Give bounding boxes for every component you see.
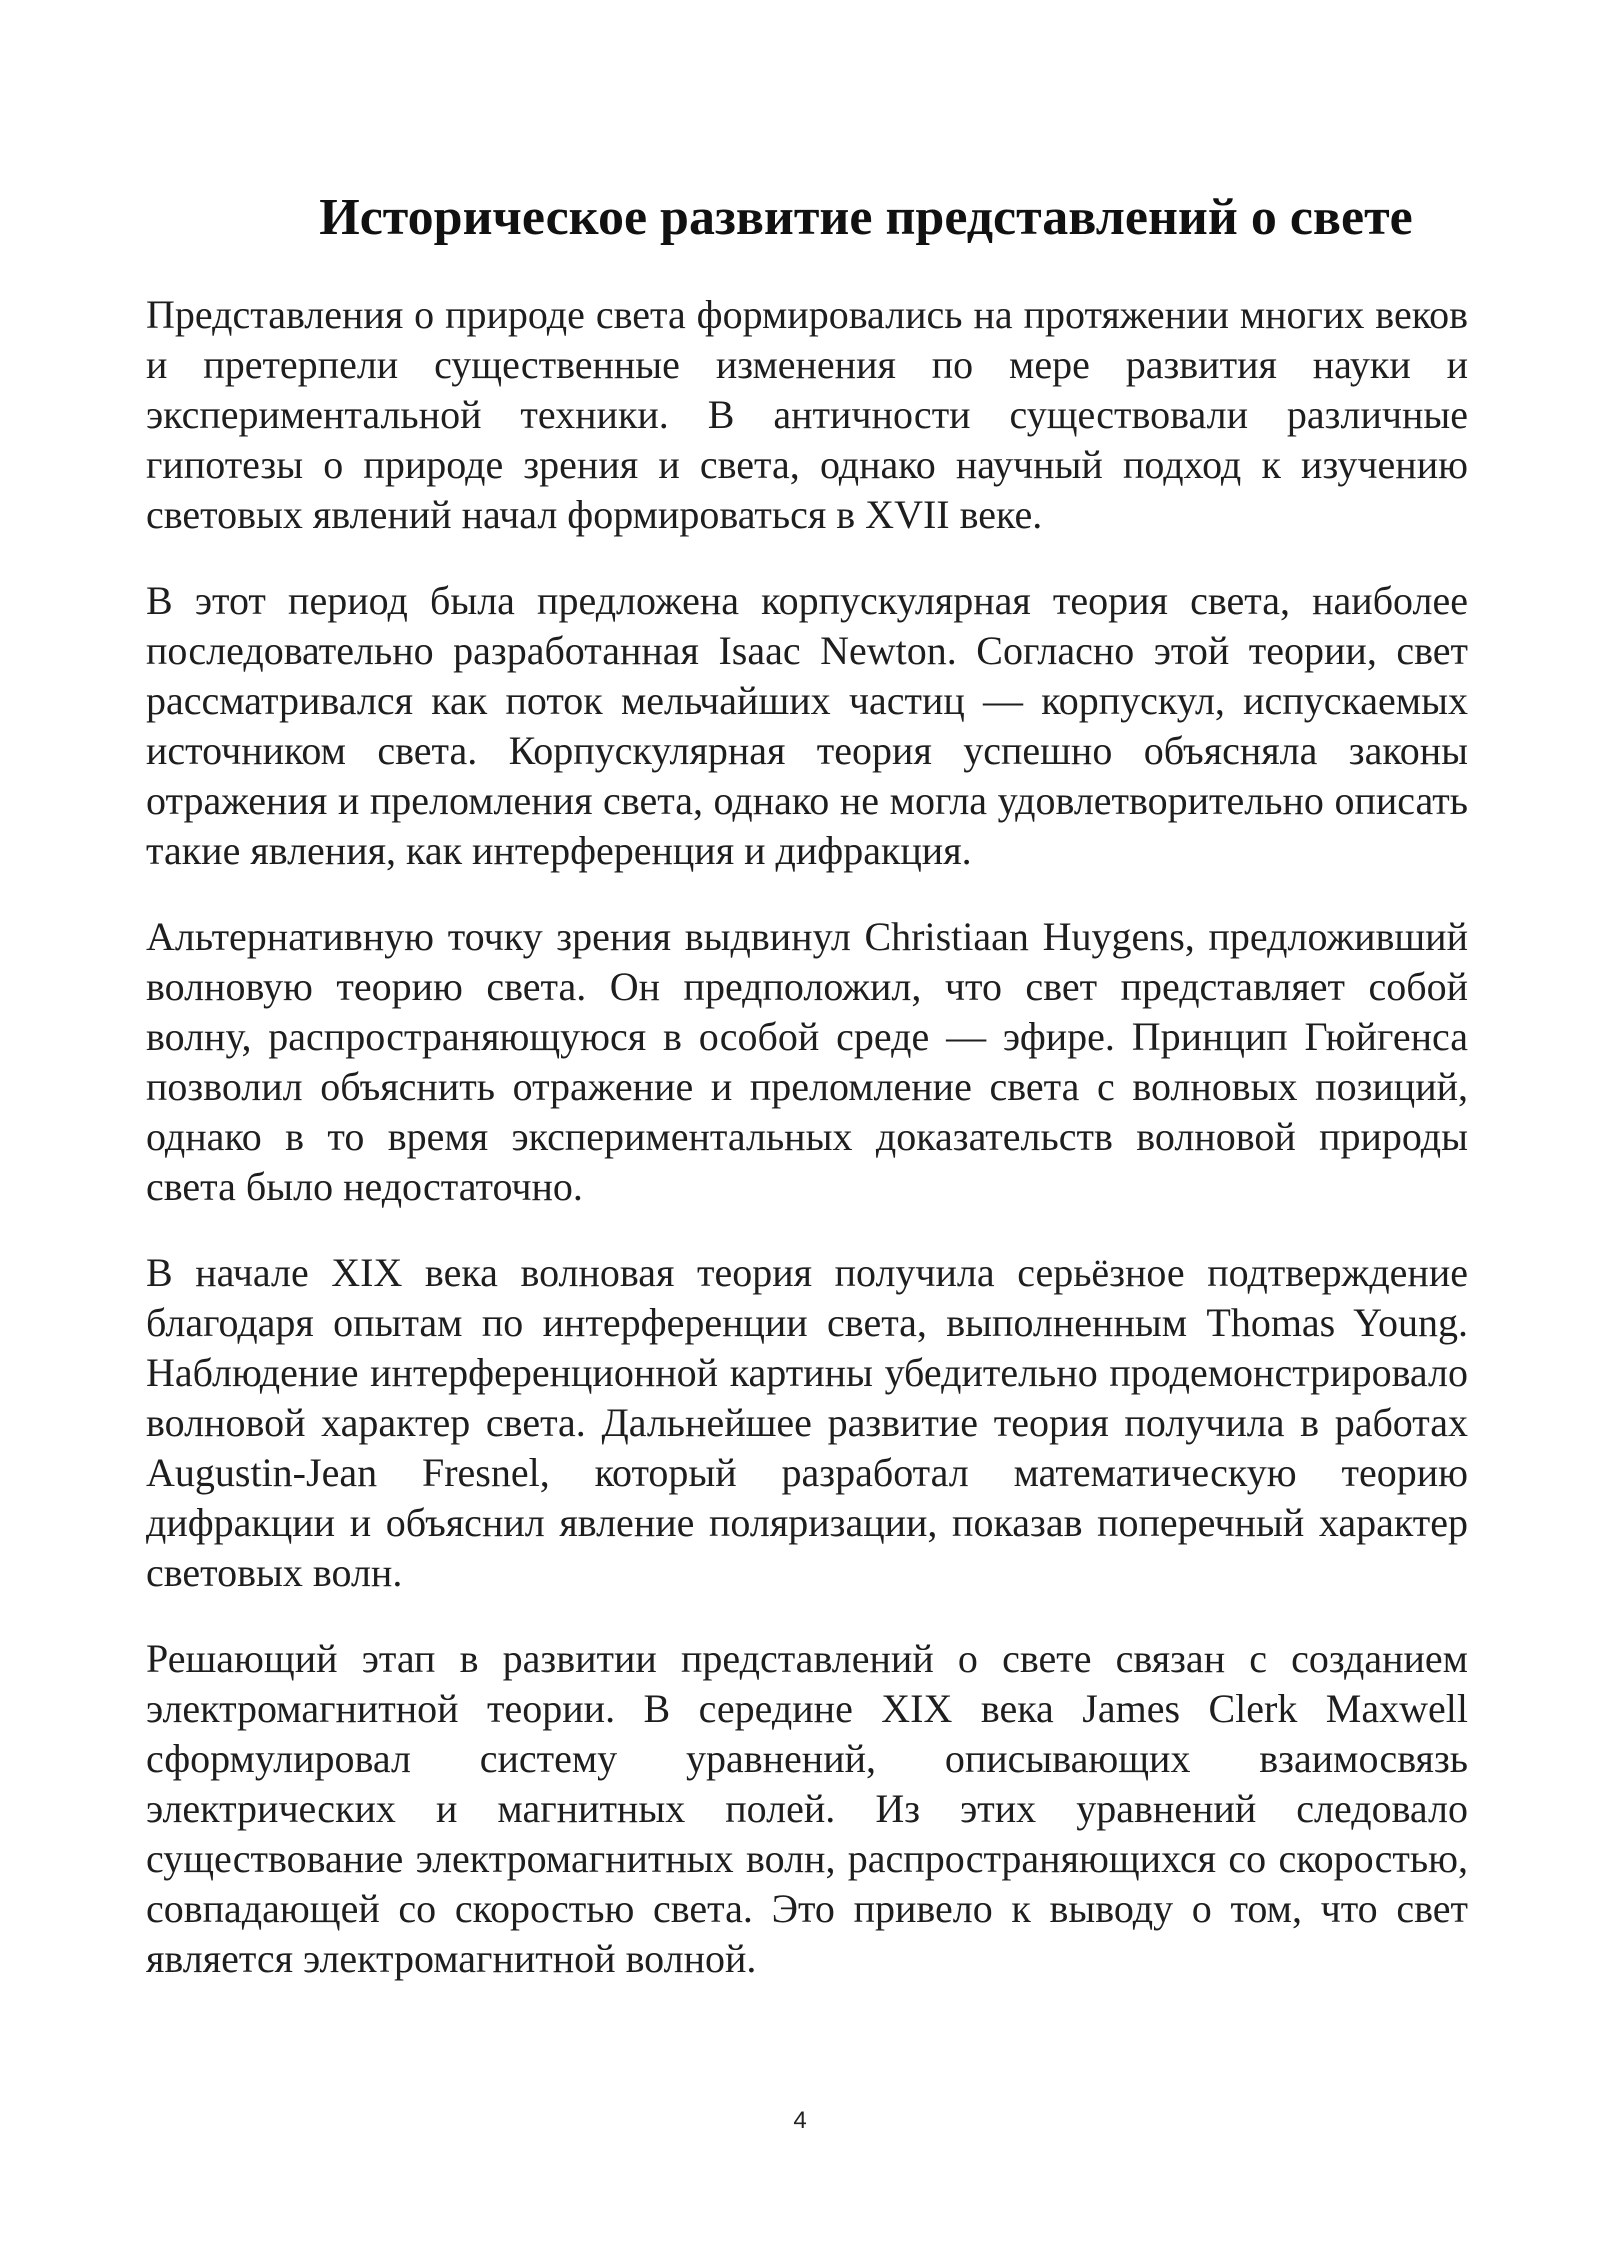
paragraph-2: В этот период была предложена корпускулярная теория света, наиболее последовательно разработанная Isaac Newton. Согласно этой теории, свет рассматривался как поток мельчайших частиц — корпускул, испускаемых источником света. Корпускулярная теория успешно объясняла законы отражения и преломления света, однако не могла удовлетворительно описать такие явления, как интерференция и дифракция. bbox=[146, 578, 1468, 873]
paragraph-3: Альтернативную точку зрения выдвинул Christiaan Huygens, предложивший волновую теорию света. Он предположил, что свет представляет собой волну, распространяющуюся в особой среде — эфире. Принцип Гюйгенса позволил объяснить отражение и преломление света с волновых позиций, однако в то время экспериментальных доказательств волновой природы света было недостаточно. bbox=[146, 914, 1468, 1209]
document-body bbox=[146, 290, 1468, 2020]
page-title: Историческое развитие представлений о свете bbox=[319, 189, 1413, 246]
paragraph-5: Решающий этап в развитии представлений о свете связан с созданием электромагнитной теории. В середине XIX века James Clerk Maxwell сформулировал систему уравнений, описывающих взаимосвязь электрических и магнитных полей. Из этих уравнений следовало существование электромагнитных волн, распространяющихся со скоростью, совпадающей со скоростью света. Это привело к выводу о том, что свет является электромагнитной волной. bbox=[146, 1636, 1468, 1981]
page-number: 4 bbox=[793, 2107, 807, 2134]
paragraph-1: Представления о природе света формировались на протяжении многих веков и претерпели существенные изменения по мере развития науки и экспериментальной техники. В античности существовали различные гипотезы о природе зрения и света, однако научный подход к изучению световых явлений начал формироваться в XVII веке. bbox=[146, 292, 1468, 537]
paragraph-4: В начале XIX века волновая теория получила серьёзное подтверждение благодаря опытам по интерференции света, выполненным Thomas Young. Наблюдение интерференционной картины убедительно продемонстрировало волновой характер света. Дальнейшее развитие теория получила в работах Augustin-Jean Fresnel, который разработал математическую теорию дифракции и объяснил явление поляризации, показав поперечный характер световых волн. bbox=[146, 1250, 1468, 1595]
